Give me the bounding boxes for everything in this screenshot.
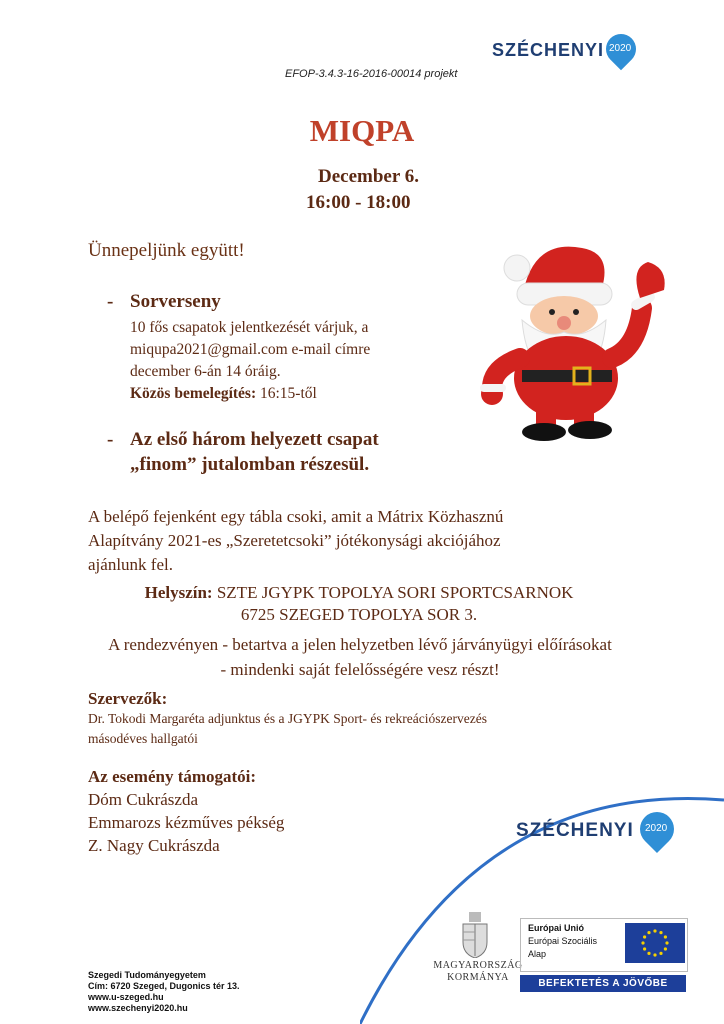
invest-banner: BEFEKTETÉS A JÖVŐBE (520, 975, 686, 992)
eu-line: Európai Szociális (528, 936, 598, 946)
website-link[interactable]: www.u-szeged.hu (88, 992, 164, 1002)
sponsor-item: Dóm Cukrászda (88, 790, 199, 809)
hungarian-coat-of-arms-icon (460, 912, 490, 958)
project-code: EFOP-3.4.3-16-2016-00014 projekt (285, 68, 458, 80)
website-link[interactable]: www.szechenyi2020.hu (88, 1003, 188, 1013)
notice-line: - mindenki saját felelősségére vesz részt! (220, 660, 500, 679)
logo-text: SZÉCHENYI (492, 40, 605, 60)
item-heading-line2: „finom” jutalomban részesül. (130, 454, 370, 475)
organizers-line: másodéves hallgatói (88, 731, 198, 746)
warmup-label: Közös bemelegítés: (130, 385, 257, 402)
warmup-line (130, 383, 433, 405)
sponsor-item: Emmarozs kézműves pékség (88, 813, 285, 832)
page-title: MIQPA (309, 113, 415, 148)
sponsors (88, 765, 284, 857)
entry-line: A belépő fejenként egy tábla csoki, amit a Mátrix Közhasznú (88, 507, 504, 526)
eu-line: Alap (528, 949, 547, 959)
sponsors-heading: Az esemény támogatói: (88, 767, 257, 786)
lead-text: Ünnepeljünk együtt! (88, 240, 245, 261)
logo-year: 2020 (609, 43, 632, 54)
list-dash: - (107, 429, 114, 450)
event-date: December 6. (318, 166, 419, 187)
organizers-heading: Szervezők: (88, 689, 168, 708)
item-line: miqupa2021@gmail.com e-mail címre (130, 341, 371, 358)
government-label (428, 960, 528, 984)
event-time: 16:00 - 18:00 (306, 192, 411, 213)
logo-year: 2020 (645, 823, 668, 834)
footer-address (88, 970, 240, 1014)
item-heading: Sorverseny (130, 291, 221, 312)
szechenyi-logo-bottom (516, 820, 634, 842)
sponsor-item: Z. Nagy Cukrászda (88, 836, 220, 855)
organizers (88, 689, 648, 749)
eu-line: Európai Unió (528, 923, 584, 933)
venue-label: Helyszín: (144, 583, 213, 602)
entry-line: Alapítvány 2021-es „Szeretetcsoki” jótékonysági akciójához (88, 531, 501, 550)
address-line: Cím: 6720 Szeged, Dugonics tér 13. (88, 981, 240, 991)
warmup-value: 16:15-től (256, 385, 317, 402)
item-heading-line1: Az első három helyezett csapat (130, 429, 379, 450)
item-line: 10 fős csapatok jelentkezését várjuk, a (130, 319, 369, 336)
item-body (130, 317, 433, 405)
organizers-line: Dr. Tokodi Margaréta adjunktus és a JGYPK Sport- és rekreációszervezés (88, 711, 487, 726)
venue (88, 582, 630, 626)
venue-line2: 6725 SZEGED TOPOLYA SOR 3. (240, 605, 478, 624)
notice (80, 632, 640, 682)
list-dash: - (107, 291, 114, 312)
venue-name: SZTE JGYPK TOPOLYA SORI SPORTCSARNOK (212, 583, 574, 602)
santa-claus-illustration (462, 228, 676, 446)
address-line: Szegedi Tudományegyetem (88, 970, 206, 980)
entry-paragraph (88, 505, 630, 577)
gov-line: MAGYARORSZÁG (433, 960, 523, 971)
item-line: december 6-án 14 óráig. (130, 363, 281, 380)
logo-text: SZÉCHENYI (516, 820, 634, 841)
entry-line: ajánlunk fel. (88, 555, 173, 574)
eu-text (528, 922, 597, 961)
venue-line1 (88, 582, 630, 604)
notice-line: A rendezvényen - betartva a jelen helyzetben lévő járványügyi előírásokat (108, 635, 612, 654)
gov-line: KORMÁNYA (447, 972, 509, 983)
szechenyi-logo-top (492, 40, 604, 61)
eu-flag-icon (625, 923, 685, 963)
